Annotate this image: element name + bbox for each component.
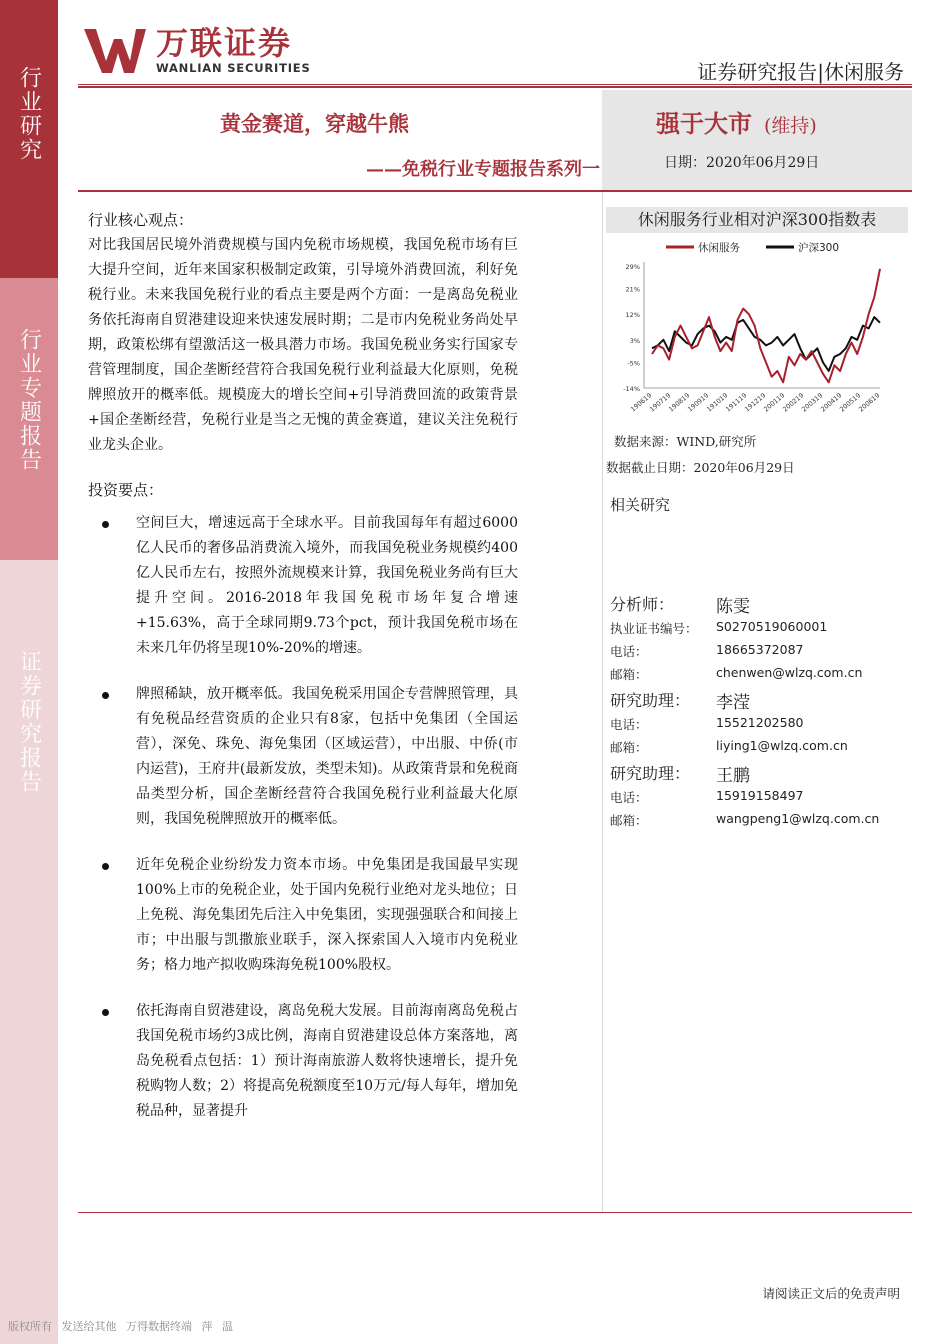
x-tick-label: 191019 bbox=[705, 391, 730, 414]
bullet-icon bbox=[102, 863, 109, 870]
chart-svg bbox=[608, 236, 908, 432]
list-item bbox=[88, 853, 518, 978]
x-tick-label: 200519 bbox=[838, 391, 863, 414]
y-tick-label: 29% bbox=[625, 263, 640, 271]
watermark-text: 版权所有 发送给其他 万得数据终端 萍 温 bbox=[8, 1320, 233, 1333]
x-tick-label: 190719 bbox=[648, 391, 673, 414]
header-divider bbox=[78, 86, 912, 88]
core-view-text: 对比我国居民境外消费规模与国内免税市场规模，我国免税市场有巨大提升空间，近年来国家积极制定政策，引导境外消费回流，利好免税行业。未来我国免税行业的看点主要是两个方面：一是离岛免税业务依托海南自贸港建设迎来快速发展时期；二是市内免税业务尚处早期，政策松绑有望激活这一极具潜力市场。我国免税业务实行国家专营管理制度，国企垄断经营符合我国免税行业利益最大化原则，免税牌照放开的概率低。规模庞大的增长空间+引导消费回流的政策背景+国企垄断经营，免税行业是当之无愧的黄金赛道，建议关注免税行业龙头企业。 bbox=[88, 237, 518, 453]
phone-number: 18665372087 bbox=[716, 642, 804, 657]
email-address[interactable]: chenwen@wlzq.com.cn bbox=[716, 665, 863, 680]
email-address[interactable]: wangpeng1@wlzq.com.cn bbox=[716, 811, 880, 826]
sidebar-label: 证券研究报告 bbox=[16, 650, 42, 794]
legend-label: 沪深300 bbox=[798, 242, 840, 254]
email-label: 邮箱： bbox=[610, 813, 648, 828]
analyst-info bbox=[610, 592, 910, 834]
x-tick-label: 191219 bbox=[743, 391, 768, 414]
x-tick-label: 200119 bbox=[762, 391, 787, 414]
x-tick-label: 190619 bbox=[629, 391, 654, 414]
y-tick-label: 3% bbox=[629, 336, 640, 345]
title-divider bbox=[78, 190, 912, 192]
email-label: 邮箱： bbox=[610, 667, 648, 682]
logo-english-name: WANLIAN SECURITIES bbox=[156, 61, 311, 75]
company-logo bbox=[84, 26, 311, 75]
main-content bbox=[88, 208, 518, 1145]
core-view-heading: 行业核心观点： bbox=[88, 211, 194, 229]
phone-number: 15521202580 bbox=[716, 715, 804, 730]
report-type: 证券研究报告|休闲服务 bbox=[697, 60, 904, 84]
assistant-label: 研究助理： bbox=[610, 764, 691, 783]
x-tick-label: 200219 bbox=[781, 391, 806, 414]
left-sidebar bbox=[0, 0, 58, 1344]
bullet-icon bbox=[102, 692, 109, 699]
email-row bbox=[610, 665, 910, 688]
list-item bbox=[88, 511, 518, 661]
phone-label: 电话： bbox=[610, 790, 648, 805]
investment-point-text: 依托海南自贸港建设，离岛免税大发展。目前海南离岛免税占我国免税市场约3成比例，海南自贸港建设总体方案落地，离岛免税看点包括：1）预计海南旅游人数将快速增长，提升免税购物人数；2）将提高免税额度至10万元/每人每年，增加免税品种，显著提升 bbox=[136, 1003, 518, 1119]
phone-label: 电话： bbox=[610, 644, 648, 659]
analyst-name: 陈雯 bbox=[716, 597, 750, 617]
investment-point-text: 近年免税企业纷纷发力资本市场。中免集团是我国最早实现100%上市的免税企业，处于国内免税行业绝对龙头地位；日上免税、海免集团先后注入中免集团，实现强强联合和间接上市；中出服与凯撒旅业联手，深入探索国人入境市内免税业务；格力地产拟收购珠海免税100%股权。 bbox=[136, 857, 518, 973]
investment-point-text: 空间巨大，增速远高于全球水平。目前我国每年有超过6000亿人民币的奢侈品消费流入境外，而我国免税业务规模约400亿人民币左右，按照外流规模来计算，我国免税业务尚有巨大提升空间。2016-2018年我国免税市场年复合增速+15.63%，高于全球同期9.73个pct，预计我国免税市场在未来几年仍将呈现10%-20%的增速。 bbox=[136, 515, 518, 656]
report-subtitle: ——免税行业专题报告系列一 bbox=[366, 159, 600, 180]
wanlian-logo-icon bbox=[84, 27, 146, 75]
header-divider-thin bbox=[78, 84, 912, 85]
report-date: 日期：2020年06月29日 bbox=[664, 155, 820, 171]
sidebar-block-securities-report bbox=[0, 560, 58, 880]
report-title: 黄金赛道，穿越牛熊 bbox=[220, 111, 409, 136]
investment-heading: 投资要点： bbox=[88, 481, 164, 499]
assistant-name: 王鹏 bbox=[716, 766, 750, 786]
email-row bbox=[610, 811, 910, 834]
x-tick-label: 200319 bbox=[800, 391, 825, 414]
cert-number: S0270519060001 bbox=[716, 619, 828, 634]
cert-label: 执业证书编号： bbox=[610, 621, 698, 636]
investment-points bbox=[88, 511, 518, 1124]
x-tick-label: 190919 bbox=[686, 391, 711, 414]
data-cutoff-date: 数据截止日期：2020年06月29日 bbox=[606, 460, 795, 475]
sidebar-label: 行业研究 bbox=[16, 66, 42, 162]
phone-label: 电话： bbox=[610, 717, 648, 732]
cert-row bbox=[610, 619, 910, 642]
analyst-row bbox=[610, 592, 910, 619]
y-tick-label: 21% bbox=[625, 285, 640, 294]
column-divider bbox=[602, 192, 603, 1212]
email-address[interactable]: liying1@wlzq.com.cn bbox=[716, 738, 848, 753]
assistant-name: 李滢 bbox=[716, 693, 750, 713]
y-tick-label: 12% bbox=[625, 311, 640, 320]
logo-chinese-name: 万联证券 bbox=[156, 24, 293, 62]
bullet-icon bbox=[102, 521, 109, 528]
body-bottom-divider bbox=[78, 1212, 912, 1213]
rating-status: (维持) bbox=[764, 115, 817, 137]
sidebar-label: 行业专题报告 bbox=[16, 328, 42, 472]
assistant-label: 研究助理： bbox=[610, 691, 691, 710]
investment-point-text: 牌照稀缺，放开概率低。我国免税采用国企专营牌照管理，具有免税品经营资质的企业只有8家，包括中免集团（全国运营），深免、珠免、海免集团（区域运营），中出服、中侨(市内运营)，王府井(最新发放，类型未知)。从政策背景和免税商品类型分析，国企垄断经营符合我国免税行业利益最大化原则，我国免税牌照放开的概率低。 bbox=[136, 686, 518, 827]
phone-row bbox=[610, 642, 910, 665]
related-research-heading: 相关研究 bbox=[610, 496, 671, 514]
analyst-label: 分析师： bbox=[610, 595, 675, 614]
list-item bbox=[88, 682, 518, 832]
email-label: 邮箱： bbox=[610, 740, 648, 755]
x-tick-label: 191119 bbox=[724, 391, 749, 414]
assistant-row bbox=[610, 688, 910, 715]
phone-number: 15919158497 bbox=[716, 788, 804, 803]
x-tick-label: 190819 bbox=[667, 391, 692, 414]
assistant-row bbox=[610, 761, 910, 788]
email-row bbox=[610, 738, 910, 761]
series-line bbox=[652, 269, 880, 383]
legend-label: 休闲服务 bbox=[698, 242, 740, 254]
sidebar-block-industry-research bbox=[0, 0, 58, 278]
data-source: 数据来源：WIND,研究所 bbox=[614, 434, 757, 449]
relative-index-chart bbox=[608, 236, 908, 432]
y-tick-label: -14% bbox=[623, 385, 640, 393]
x-tick-label: 200619 bbox=[857, 391, 882, 414]
disclaimer-note: 请阅读正文后的免责声明 bbox=[762, 1286, 900, 1301]
bullet-icon bbox=[102, 1009, 109, 1016]
chart-title: 休闲服务行业相对沪深300指数表 bbox=[606, 207, 908, 233]
x-tick-label: 200419 bbox=[819, 391, 844, 414]
list-item bbox=[88, 999, 518, 1124]
sidebar-block-topic-report bbox=[0, 278, 58, 560]
rating-label: 强于大市 bbox=[656, 109, 752, 138]
phone-row bbox=[610, 788, 910, 811]
phone-row bbox=[610, 715, 910, 738]
rating bbox=[656, 104, 817, 139]
y-tick-label: -5% bbox=[627, 359, 640, 368]
